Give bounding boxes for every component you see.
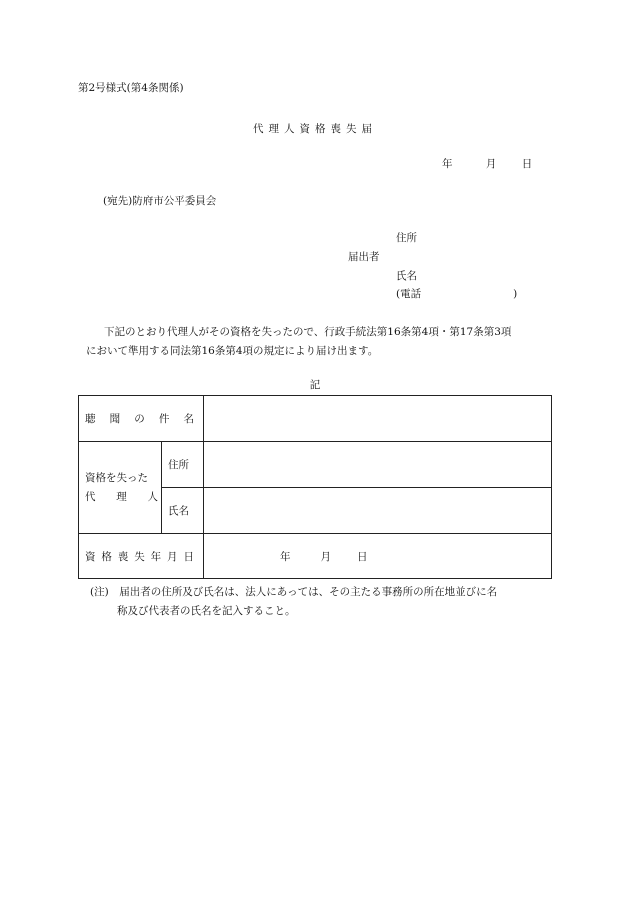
table-row [79,396,552,442]
body-text [86,323,556,361]
table-row [79,442,552,488]
phone-close: ) [513,288,518,300]
date-month: 月 [485,158,497,170]
label-char: 資 [85,550,96,563]
date-line [442,156,532,171]
label-char: 名 [183,413,194,425]
reporter-phone [396,286,517,301]
label-char: 件 [158,413,170,425]
label-char: 代 [85,490,96,503]
form-table [78,395,552,579]
reporter-name-label: 氏名 [396,270,417,282]
lost-agent-label-line1: 資格を失った [85,471,148,484]
reporter-address-label: 住所 [396,232,417,244]
loss-month: 月 [320,550,331,563]
label-char: 失 [134,550,145,563]
hearing-title-label [79,396,204,442]
date-day: 日 [521,158,533,170]
document-title: 代理人資格喪失届 [253,123,377,135]
agent-name-label: 氏名 [162,488,204,534]
date-year: 年 [442,158,453,170]
label-char: 理 [116,490,127,503]
label-char: 日 [183,550,194,563]
note-line-1: (注) 届出者の住所及び氏名は、法人にあっては、その主たる事務所の所在地並びに名 [90,586,498,598]
phone-open: (電話 [396,288,422,300]
label-char: 格 [101,550,112,563]
loss-day: 日 [357,550,368,563]
label-char: 喪 [117,550,129,563]
label-char: 年 [150,550,162,563]
label-char: 人 [147,490,158,503]
body-line-2: において準用する同法第16条第4項の規定により届け出ます。 [86,345,379,357]
body-line-1: 下記のとおり代理人がその資格を失ったので、行政手続法第16条第4項・第17条第3項 [104,326,512,338]
lost-agent-label [79,442,162,534]
label-char: の [134,413,145,425]
agent-address-label: 住所 [162,442,204,488]
agent-address-value[interactable] [204,442,552,488]
loss-year: 年 [280,550,291,563]
table-row [79,534,552,579]
label-char: 聴 [85,413,96,425]
addressee: (宛先)防府市公平委員会 [103,195,217,207]
hearing-title-value[interactable] [204,396,552,442]
form-number: 第2号様式(第4条関係) [78,82,184,94]
reporter-label: 届出者 [348,251,380,263]
ki-heading: 記 [309,379,321,391]
agent-name-value[interactable] [204,488,552,534]
loss-date-label [79,534,204,579]
label-char: 月 [167,550,178,563]
label-char: 聞 [109,413,121,425]
note-line-2: 称及び代表者の氏名を記入すること。 [117,605,296,617]
loss-date-value[interactable] [204,534,552,579]
